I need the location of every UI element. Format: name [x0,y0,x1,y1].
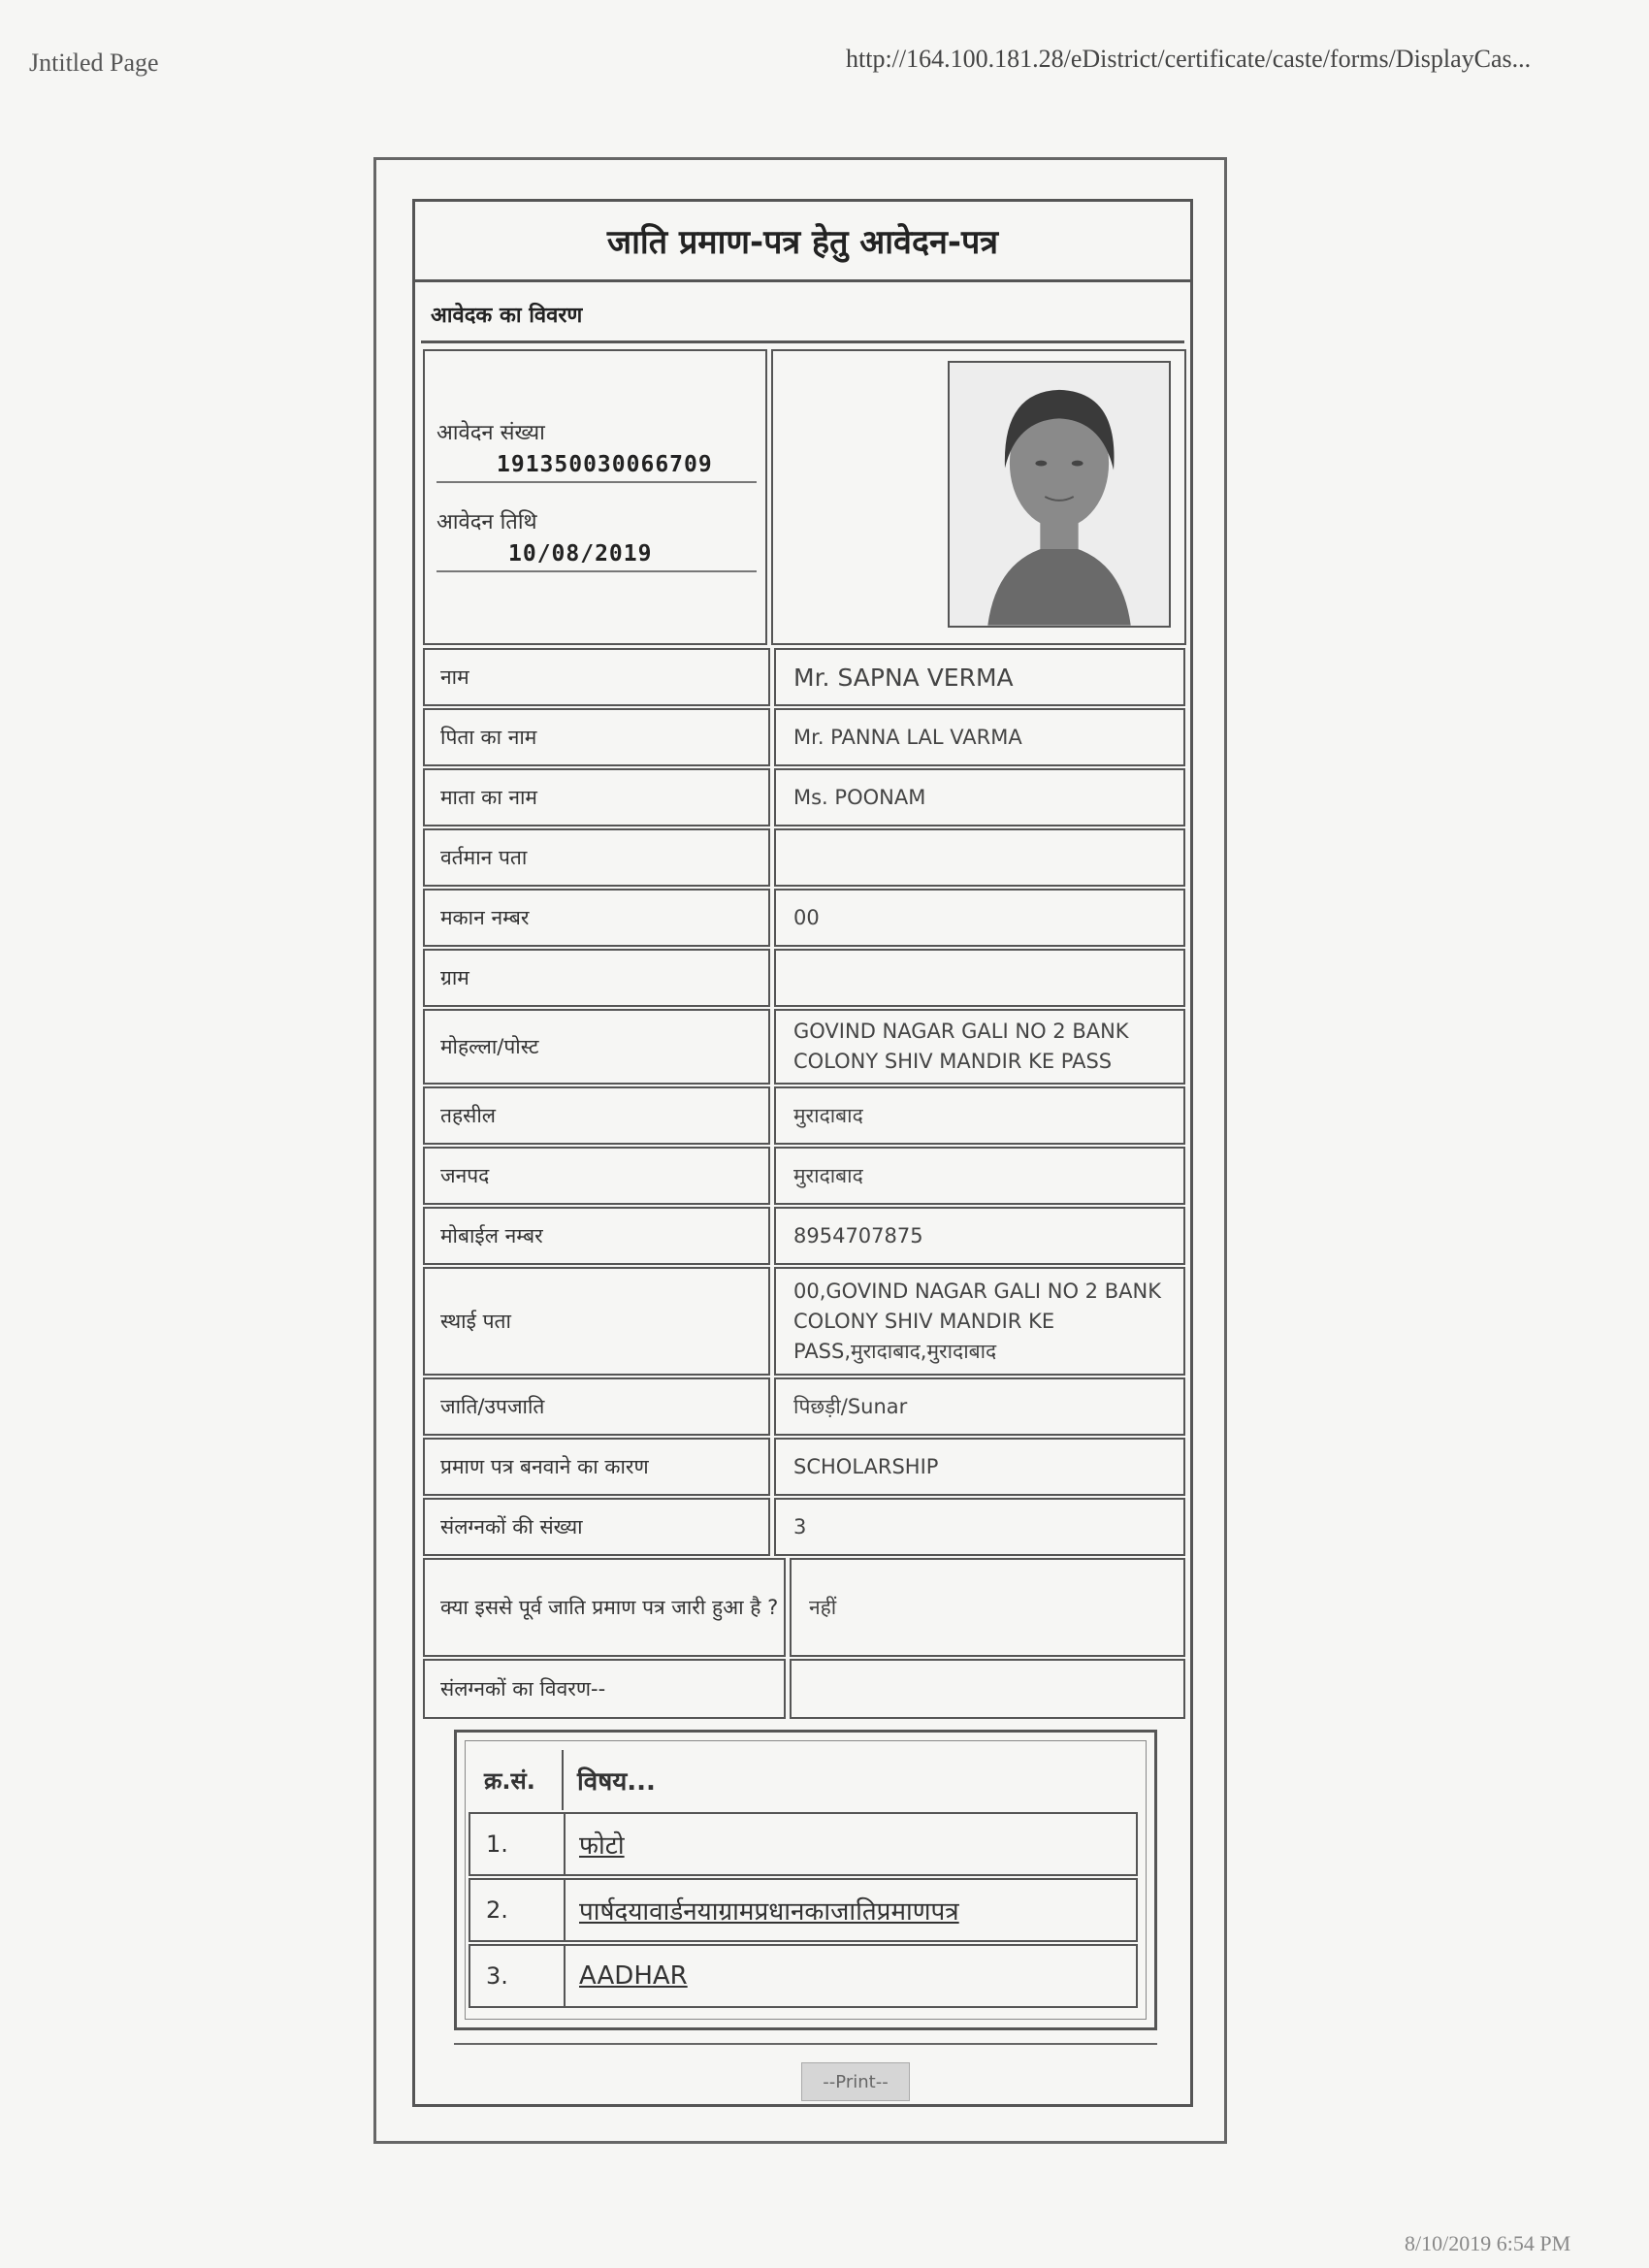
row-value [774,949,1185,1007]
row-label: मोबाईल नम्बर [423,1207,770,1265]
application-info-box [423,349,767,645]
row-value: Mr. PANNA LAL VARMA [774,708,1185,766]
detail-row-reason [423,1438,1185,1496]
row-label: माता का नाम [423,768,770,826]
form-title: जाति प्रमाण-पत्र हेतु आवेदन-पत्र [415,202,1190,282]
row-value: 3 [774,1498,1185,1556]
attachment-link[interactable]: फोटो [579,1831,625,1861]
row-value: मुरादाबाद [774,1086,1185,1145]
divider [454,2043,1157,2045]
row-label: वर्तमान पता [423,828,770,887]
detail-row-attachment-details [423,1659,1185,1719]
row-label: मकान नम्बर [423,889,770,947]
attachment-serial: 2. [470,1880,566,1940]
row-value: मुरादाबाद [774,1147,1185,1205]
application-form [412,199,1193,2107]
application-no-label: आवेदन संख्या [436,421,545,445]
row-value: GOVIND NAGAR GALI NO 2 BANK COLONY SHIV MANDIR KE PASS [774,1009,1185,1085]
detail-row-district [423,1147,1185,1205]
row-value: Ms. POONAM [774,768,1185,826]
col-subject-header: विषय... [577,1767,656,1797]
detail-row-previous-certificate [423,1558,1185,1657]
detail-row-caste [423,1377,1185,1436]
detail-row-mobile [423,1207,1185,1265]
row-label: संलग्नकों का विवरण-- [423,1659,786,1719]
detail-row-current-address [423,828,1185,887]
print-button[interactable]: --Print-- [801,2062,910,2101]
detail-row-mother-name [423,768,1185,826]
row-label: जनपद [423,1147,770,1205]
photo-box [771,349,1186,645]
attachments-table [454,1730,1157,2030]
row-value [774,828,1185,887]
row-value: 00,GOVIND NAGAR GALI NO 2 BANK COLONY SHIV MANDIR KE PASS,मुरादाबाद,मुरादाबाद [774,1267,1185,1376]
divider [436,570,757,572]
applicant-photo-image [950,363,1169,626]
attachments-header-row [469,1750,1138,1810]
detail-row-tehsil [423,1086,1185,1145]
attachment-row [469,1812,1138,1876]
attachment-row [469,1878,1138,1942]
browser-page-title: Jntitled Page [29,49,159,77]
section-heading: आवेदक का विवरण [421,287,1184,343]
attachment-link[interactable]: पार्षदयावार्डनयाग्रामप्रधानकाजातिप्रमाणपत्र [579,1897,959,1927]
applicant-photo [948,361,1171,628]
attachment-row [469,1944,1138,2008]
row-value: SCHOLARSHIP [774,1438,1185,1496]
row-label: जाति/उपजाति [423,1377,770,1436]
row-label: प्रमाण पत्र बनवाने का कारण [423,1438,770,1496]
attachment-serial: 3. [470,1946,566,2006]
detail-row-locality-post [423,1009,1185,1085]
detail-row-permanent-address [423,1267,1185,1376]
row-label: नाम [423,648,770,706]
row-label: क्या इससे पूर्व जाति प्रमाण पत्र जारी हुआ है ? [423,1558,786,1657]
detail-row-house-number [423,889,1185,947]
col-serial-header: क्र.सं. [469,1750,564,1810]
row-value [790,1659,1185,1719]
divider [436,481,757,483]
row-value: पिछड़ी/Sunar [774,1377,1185,1436]
attachment-serial: 1. [470,1814,566,1874]
detail-row-father-name [423,708,1185,766]
row-label: मोहल्ला/पोस्ट [423,1009,770,1085]
application-date-value: 10/08/2019 [508,541,653,567]
row-label: संलग्नकों की संख्या [423,1498,770,1556]
print-timestamp: 8/10/2019 6:54 PM [1405,2231,1571,2255]
row-value: नहीं [790,1558,1185,1657]
row-label: ग्राम [423,949,770,1007]
application-no-value: 191350030066709 [497,452,713,477]
row-value: 00 [774,889,1185,947]
row-value: 8954707875 [774,1207,1185,1265]
row-label: तहसील [423,1086,770,1145]
detail-row-village [423,949,1185,1007]
browser-url: http://164.100.181.28/eDistrict/certificate/caste/forms/DisplayCas... [846,45,1532,73]
row-value: Mr. SAPNA VERMA [774,648,1185,706]
row-label: पिता का नाम [423,708,770,766]
application-date-label: आवेदन तिथि [436,510,537,535]
attachment-link[interactable]: AADHAR [579,1961,688,1991]
row-label: स्थाई पता [423,1267,770,1376]
detail-row-name [423,648,1185,706]
detail-row-attachment-count [423,1498,1185,1556]
